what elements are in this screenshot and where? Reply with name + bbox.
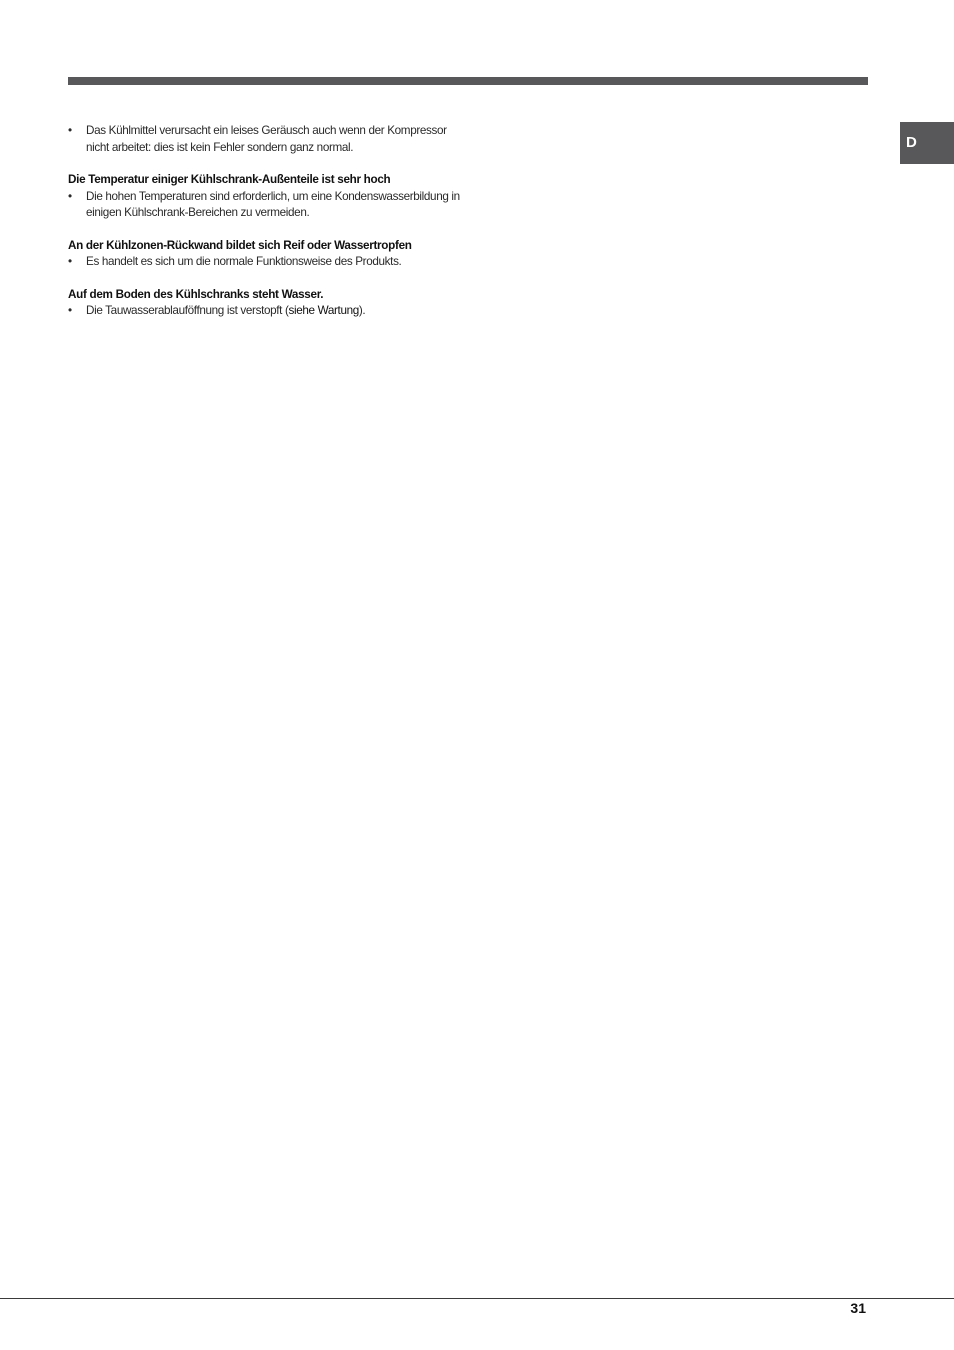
section-heading: An der Kühlzonen-Rückwand bildet sich Reif oder Wassertropfen <box>68 238 412 252</box>
list-item <box>68 254 468 271</box>
bullet-list <box>68 189 468 222</box>
page-number: 31 <box>850 1300 866 1316</box>
bullet-list <box>68 303 468 320</box>
section-external-temperature <box>68 172 468 222</box>
list-item <box>68 123 468 156</box>
list-item-text: Die hohen Temperaturen sind erforderlich, um eine Kondenswasserbildung in einigen Kühlschrank-Bereichen zu vermeiden. <box>86 189 460 219</box>
list-item <box>68 303 468 320</box>
bullet-list <box>68 123 468 156</box>
list-item-text-before: Die Tauwasserablauföffnung ist verstopft ( <box>86 304 289 317</box>
section-heading: Auf dem Boden des Kühlschranks steht Wasser. <box>68 287 324 301</box>
bullet-list <box>68 254 468 271</box>
language-tab-label: D <box>906 134 918 151</box>
section-heading: Die Temperatur einiger Kühlschrank-Außenteile ist sehr hoch <box>68 173 391 186</box>
section-water-on-floor <box>68 287 468 320</box>
section-frost-back-wall <box>68 238 468 271</box>
header-rule <box>68 77 868 85</box>
list-item <box>68 189 468 222</box>
footer-rule <box>0 1298 954 1299</box>
section-refrigerant-noise <box>68 123 468 156</box>
list-item-text: Es handelt es sich um die normale Funktionsweise des Produkts. <box>86 255 402 268</box>
maintenance-reference-link[interactable]: siehe Wartung <box>288 304 359 317</box>
language-tab <box>900 122 954 164</box>
troubleshooting-content <box>68 123 468 336</box>
bullet-icon: • <box>68 304 72 317</box>
list-item-text: Das Kühlmittel verursacht ein leises Geräusch auch wenn der Kompressor nicht arbeitet: dies ist kein Fehler sondern ganz normal. <box>86 124 447 154</box>
bullet-icon: • <box>68 255 72 268</box>
bullet-icon: • <box>68 189 72 203</box>
list-item-text-after: ). <box>358 304 366 317</box>
bullet-icon: • <box>68 124 72 137</box>
